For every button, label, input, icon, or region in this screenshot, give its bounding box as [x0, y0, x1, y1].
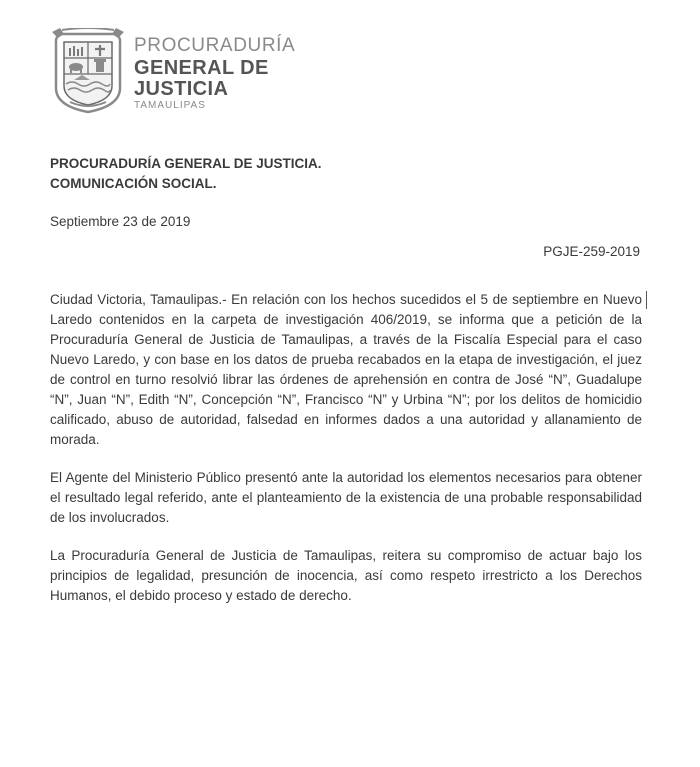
org-name-state: TAMAULIPAS — [134, 100, 206, 111]
paragraph-3: La Procuraduría General de Justicia de Tamaulipas, reitera su compromiso de actuar bajo los principios de legalidad, presunción de inocencia, así como respeto irrestricto a los Derechos Humanos, el debido proceso y estado de derecho. — [50, 548, 642, 603]
text-cursor — [646, 291, 647, 309]
document-date: Septiembre 23 de 2019 — [50, 214, 191, 229]
org-name-line1: PROCURADURÍA — [134, 35, 296, 56]
paragraph-1: Ciudad Victoria, Tamaulipas.- En relación con los hechos sucedidos el 5 de septiembre en Nuevo Laredo contenidos en la carpeta de investigación 406/2019, se informa que a petición de la Procuraduría General de Justicia de Tamaulipas, a través de la Fiscalía Especial para el caso Nuevo Laredo, y con base en los datos de prueba recabados en la etapa de investigación, el juez de control en turno resolvió librar las órdenes de aprehensión en contra de José “N”, Guadalupe “N”, Juan “N”, Edith “N”, Concepción “N”, Francisco “N” y Urbina “N”; por los delitos de homicidio calificado, abuso de autoridad, falsedad en informes dados a una autoridad y allanamiento de morada. — [50, 292, 642, 447]
heading-line-2: COMUNICACIÓN SOCIAL. — [50, 176, 217, 191]
document-reference: PGJE-259-2019 — [543, 244, 640, 259]
tamaulipas-coat-of-arms-icon — [50, 28, 126, 114]
letterhead — [50, 28, 295, 114]
org-name-line2: GENERAL DE — [134, 57, 269, 79]
organization-name — [134, 36, 295, 111]
document-heading — [50, 154, 322, 194]
heading-line-1: PROCURADURÍA GENERAL DE JUSTICIA. — [50, 156, 322, 171]
org-name-line3: JUSTICIA — [134, 78, 229, 100]
paragraph-2: El Agente del Ministerio Público presentó ante la autoridad los elementos necesarios para obtener el resultado legal referido, ante el planteamiento de la existencia de una probable responsabilidad de los involucrados. — [50, 470, 642, 525]
